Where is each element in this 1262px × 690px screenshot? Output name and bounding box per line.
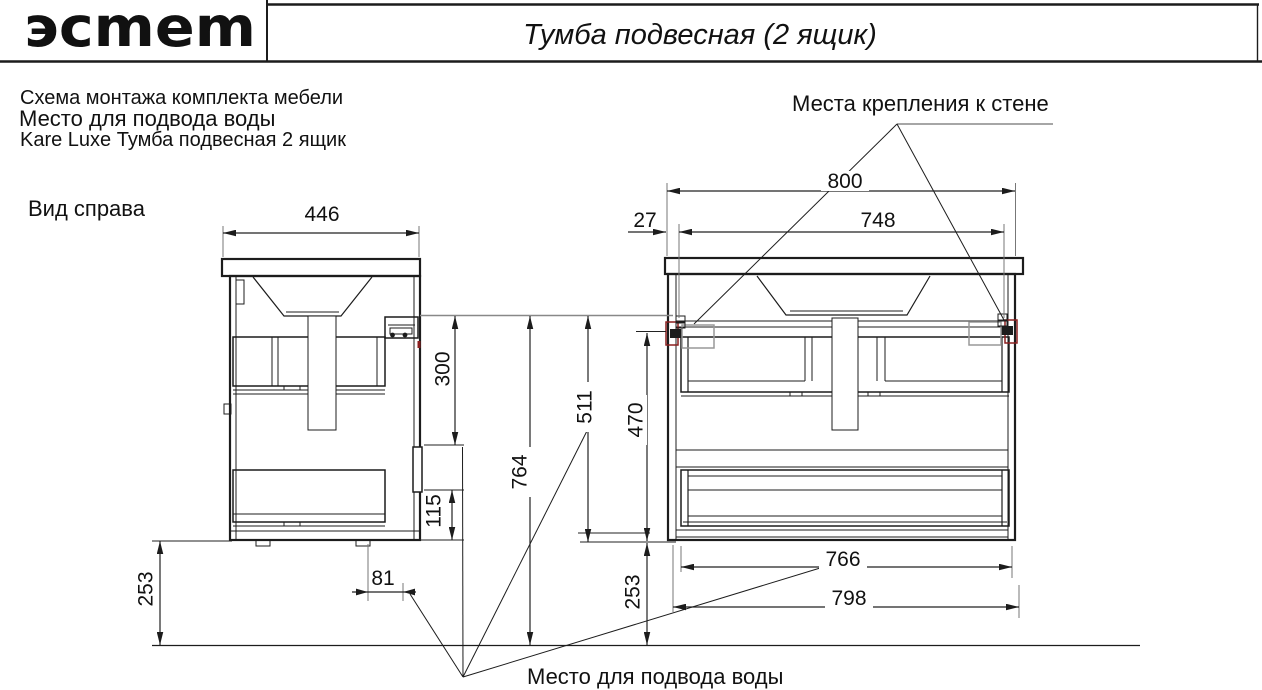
side-bracket-red-mark	[418, 341, 421, 348]
dim-mount-spacing	[679, 209, 1004, 318]
dim-bottom-gap	[420, 490, 464, 540]
side-wall-lip	[236, 280, 244, 304]
dim-top-to-supply-value: 300	[431, 351, 455, 387]
dim-edge-offset	[628, 209, 666, 232]
dim-edge-offset-value: 27	[633, 209, 657, 232]
dim-inner-height	[625, 332, 667, 542]
dim-total-height-value: 764	[508, 454, 532, 490]
dim-side-width	[223, 203, 419, 257]
side-countertop	[222, 259, 420, 276]
dim-inner-width	[681, 546, 1012, 578]
side-drain-pipe	[308, 316, 336, 430]
dim-mount-spacing-value: 748	[860, 209, 896, 232]
side-view-drawing	[222, 259, 422, 546]
dim-front-total-width	[667, 170, 1016, 256]
wall-mount-label: Места крепления к стене	[792, 91, 1049, 116]
dim-floor-clearance-left-value: 253	[134, 571, 158, 607]
dim-floor-clearance-right	[580, 542, 676, 645]
side-rail-cap	[413, 447, 422, 492]
note-line-1: Схема монтажа комплекта мебели	[20, 87, 344, 109]
dimensions	[135, 170, 1020, 645]
dim-supply-height-value: 511	[573, 390, 597, 424]
dim-floor-clearance-left	[135, 541, 233, 645]
note-line-2: Место для подвода воды	[19, 106, 276, 131]
side-sink-basin	[253, 277, 372, 316]
brand-logo: эсmem	[24, 0, 256, 59]
notes-block	[19, 87, 346, 151]
front-drain-pipe	[832, 318, 858, 430]
dim-total-height	[509, 316, 532, 645]
page-title: Тумба подвесная (2 ящик)	[523, 19, 877, 51]
dim-drain-offset	[352, 544, 416, 601]
dim-inner-width-value: 766	[825, 548, 861, 571]
water-supply-label: Место для подвода воды	[527, 664, 784, 689]
side-mount-bracket	[385, 317, 421, 348]
dim-floor-clearance-right-value: 253	[621, 574, 645, 610]
wall-mount-leader-right	[897, 124, 1004, 320]
dim-bottom-gap-value: 115	[422, 494, 446, 528]
front-lower-drawer	[681, 470, 1009, 526]
water-supply-leaders	[410, 421, 830, 677]
dim-front-total-width-value: 800	[827, 170, 863, 193]
dim-top-to-supply	[424, 316, 464, 445]
side-lower-drawer	[233, 470, 385, 526]
dim-drain-offset-value: 81	[371, 567, 395, 590]
dim-body-width-value: 798	[831, 587, 867, 610]
note-line-3: Kare Luxe Тумба подвесная 2 ящик	[20, 129, 346, 151]
front-sink-basin	[757, 276, 930, 315]
front-countertop	[665, 258, 1023, 274]
header	[0, 0, 1262, 62]
wall-mount-callout	[694, 91, 1053, 324]
dim-inner-height-value: 470	[624, 402, 648, 438]
dim-side-width-value: 446	[304, 203, 340, 226]
side-view-label: Вид справа	[28, 196, 145, 221]
front-mount-bracket-right	[969, 314, 1017, 345]
